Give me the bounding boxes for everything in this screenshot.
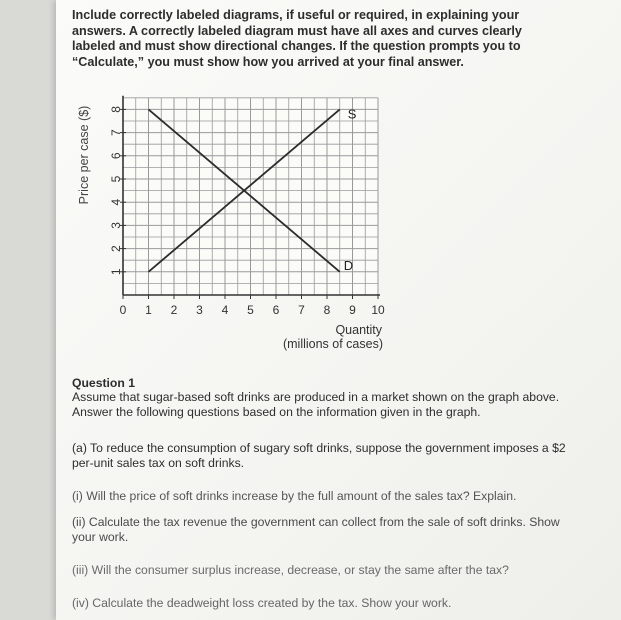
demand-label: D	[343, 257, 354, 273]
y-axis-label: Price per case ($)	[77, 105, 91, 205]
y-tick-label: 6	[109, 152, 123, 160]
y-tick-label: 7	[109, 129, 123, 136]
supply-label: S	[347, 106, 357, 122]
x-tick-label: 9	[349, 303, 356, 317]
x-tick-label: 10	[371, 303, 385, 317]
question-part-iii: (iii) Will the consumer surplus increase, decrease, or stay the same after the tax?	[72, 563, 509, 577]
x-tick-label: 5	[247, 303, 254, 317]
x-tick-label: 2	[170, 303, 178, 317]
question-part-a: (a) To reduce the consumption of sugary soft drinks, suppose the government imposes a $2 per-unit sales tax on soft drinks.	[72, 441, 566, 470]
x-axis-label-units: (millions of cases)	[282, 337, 383, 351]
supply-demand-graph	[70, 80, 400, 360]
y-tick-label: 1	[109, 268, 123, 276]
question-body: Assume that sugar-based soft drinks are produced in a market shown on the graph above. Answer the following questions based on the information given in the graph.	[72, 390, 560, 419]
x-tick-label: 8	[323, 303, 331, 317]
y-tick-label: 5	[109, 175, 123, 183]
x-tick-label: 6	[272, 303, 280, 317]
x-tick-label: 3	[196, 303, 203, 317]
x-tick-label: 7	[298, 303, 305, 317]
x-tick-label: 1	[145, 303, 152, 317]
y-tick-label: 4	[109, 198, 123, 206]
y-tick-label: 8	[109, 106, 123, 113]
x-axis-label: Quantity	[335, 323, 382, 337]
question-part-iv: (iv) Calculate the deadweight loss created by the tax. Show your work.	[72, 596, 452, 610]
question-title: Question 1	[72, 376, 135, 390]
question-part-i: (i) Will the price of soft drinks increase by the full amount of the sales tax? Explain.	[72, 489, 517, 503]
x-tick-label: 4	[221, 303, 229, 317]
x-tick-label: 0	[119, 303, 127, 317]
y-tick-label: 3	[109, 222, 123, 229]
question-part-ii: (ii) Calculate the tax revenue the government can collect from the sale of soft drinks. Show your work.	[72, 515, 560, 544]
instructions-text: Include correctly labeled diagrams, if useful or required, in explaining your answers. A correctly labeled diagram must have all axes and curves clearly labeled and must show directional changes. If the question prompts you to “Calculate,” you must show how you arrived at your final answer.	[72, 8, 522, 69]
y-tick-label: 2	[109, 245, 123, 252]
